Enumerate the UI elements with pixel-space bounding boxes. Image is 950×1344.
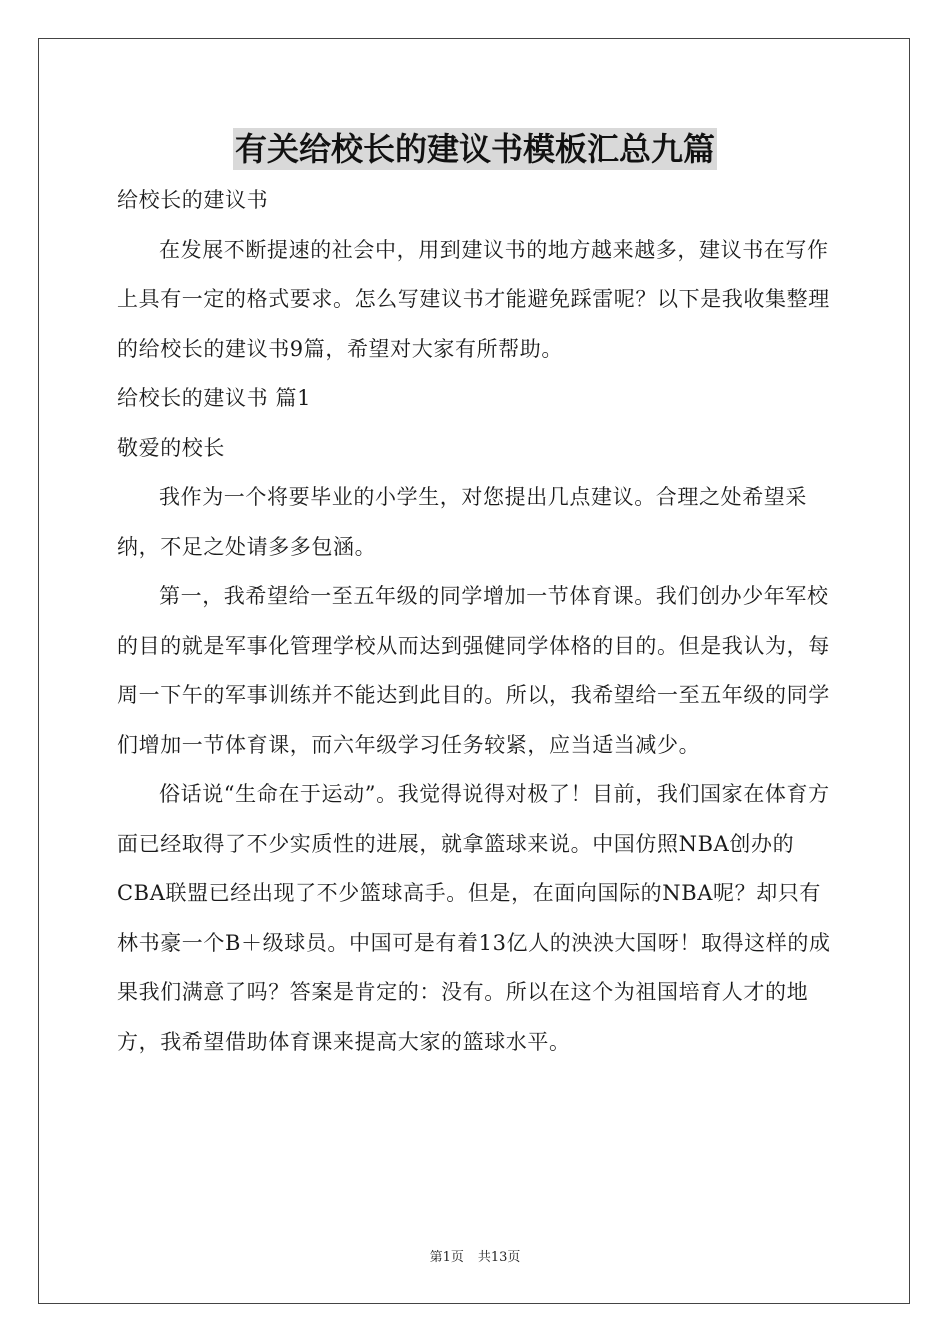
salutation: 敬爱的校长 — [117, 435, 225, 460]
letter-heading: 给校长的建议书 篇1 — [117, 386, 312, 410]
section-heading: 给校长的建议书 — [117, 188, 269, 212]
body-paragraph: 俗话说“生命在于运动”。我觉得说得对极了！目前，我们国家在体育方面已经取得了不少实质性的进展，就拿篮球来说。中国仿照NBA创办的CBA联盟已经出现了不少篮球高手。但是，在面向国际的NBA呢？却只有林书豪一个B＋级球员。中国可是有着13亿人的泱泱大国呀！取得这样的成果我们满意了吗？答案是肯定的：没有。所以在这个为祖国培育人才的地方，我希望借助体育课来提高大家的篮球水平。 — [117, 782, 831, 1054]
title-container — [0, 128, 950, 170]
document-title: 有关给校长的建议书模板汇总九篇 — [234, 130, 715, 168]
body-paragraph: 第一，我希望给一至五年级的同学增加一节体育课。我们创办少年军校的目的就是军事化管理学校从而达到强健同学体格的目的。但是我认为，每周一下午的军事训练并不能达到此目的。所以，我希望给一至五年级的同学们增加一节体育课，而六年级学习任务较紧，应当适当减少。 — [117, 584, 830, 757]
intro-paragraph: 在发展不断提速的社会中，用到建议书的地方越来越多，建议书在写作上具有一定的格式要求。怎么写建议书才能避免踩雷呢？以下是我收集整理的给校长的建议书9篇，希望对大家有所帮助。 — [117, 237, 830, 361]
body-paragraph: 我作为一个将要毕业的小学生，对您提出几点建议。合理之处希望采纳，不足之处请多多包涵。 — [117, 485, 807, 559]
page-number: 第1页 — [429, 1250, 464, 1265]
document-body — [117, 176, 833, 1067]
page-footer — [0, 1246, 950, 1265]
page-total: 共13页 — [477, 1250, 521, 1265]
